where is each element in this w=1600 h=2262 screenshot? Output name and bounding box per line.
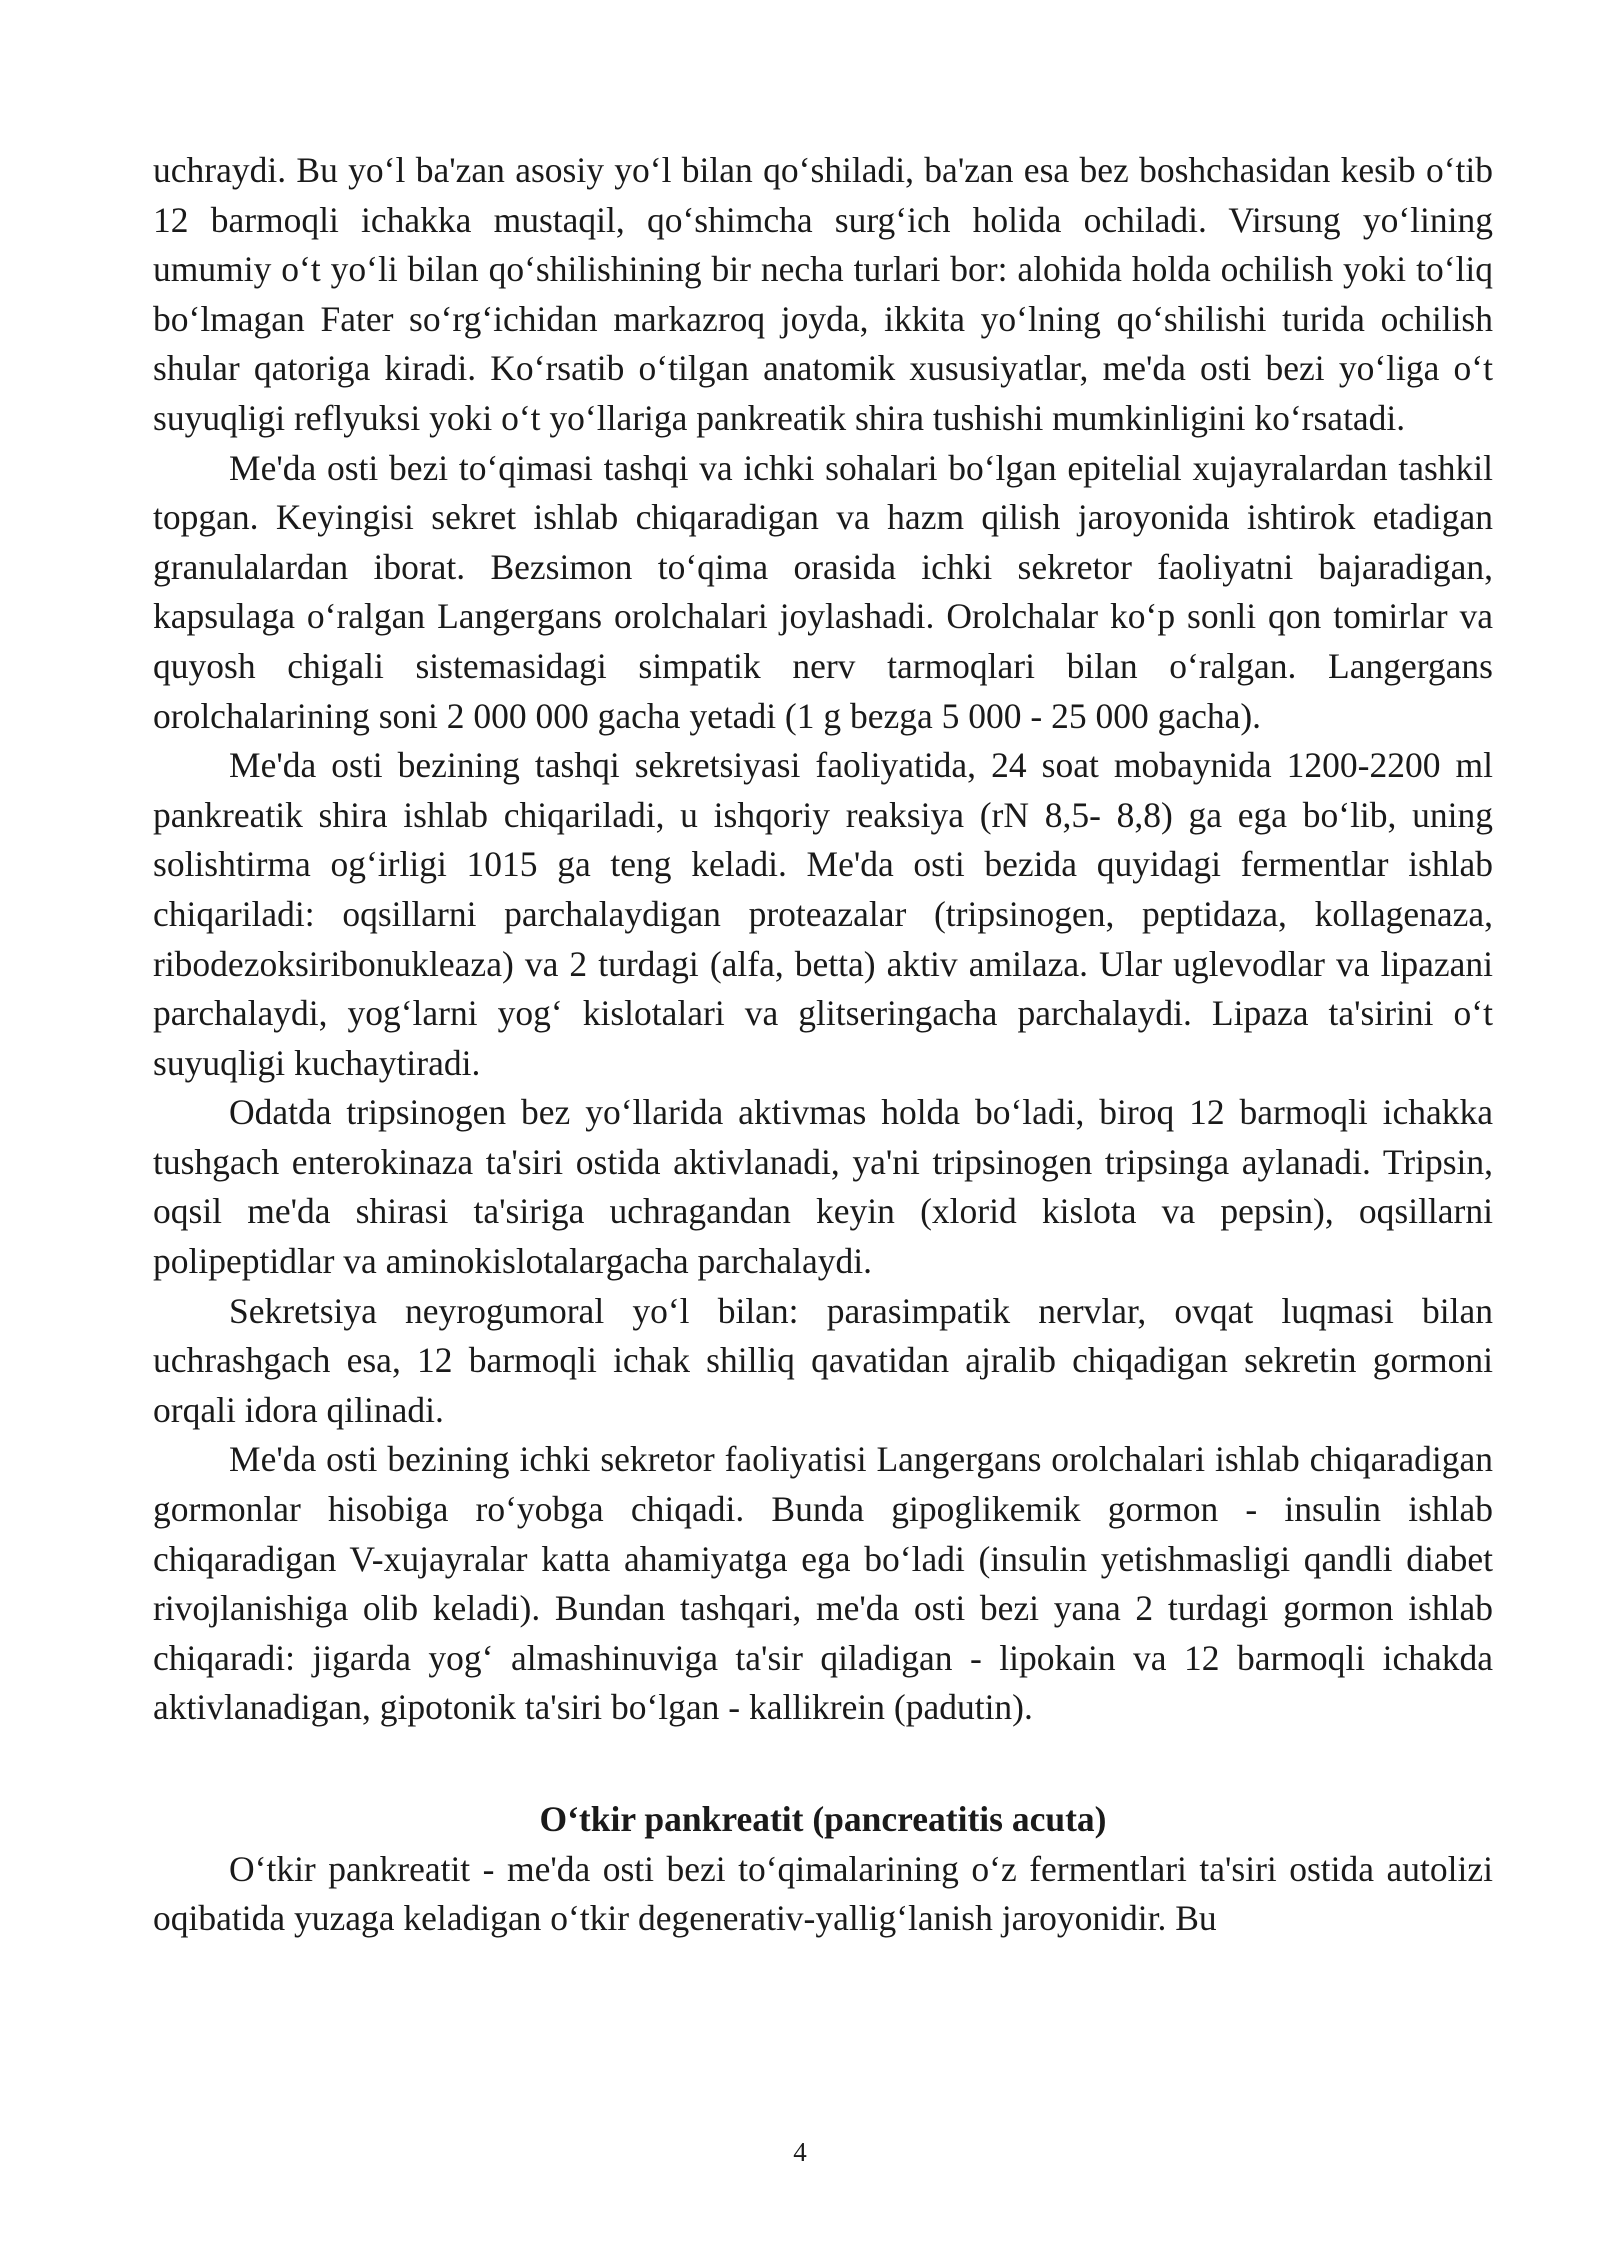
- paragraph-tissue-structure: Me'da osti bezi to‘qimasi tashqi va ichki sohalari bo‘lgan epitelial xujayralardan tashkil topgan. Keyingisi sekret ishlab chiqaradigan va hazm qilish jaroyonida ishtirok etadigan granulalardan iborat. Bezsimon to‘qima orasida ichki sekretor faoliyatni bajaradigan, kapsulaga o‘ralgan Langergans orolchalari joylashadi. Orolchalar ko‘p sonli qon tomirlar va quyosh chigali sistemasidagi simpatik nerv tarmoqlari bilan o‘ralgan. Langergans orolchalarining soni 2 000 000 gacha yetadi (1 g bezga 5 000 - 25 000 gacha).: [153, 447, 1493, 736]
- paragraph-secretion-regulation: Sekretsiya neyrogumoral yo‘l bilan: parasimpatik nervlar, ovqat luqmasi bilan uchrashgach esa, 12 barmoqli ichak shilliq qavatidan ajralib chiqadigan sekretin gormoni orqali idora qilinadi.: [153, 1290, 1493, 1430]
- paragraph-endocrine-function: Me'da osti bezining ichki sekretor faoliyatisi Langergans orolchalari ishlab chiqaradigan gormonlar hisobiga ro‘yobga chiqadi. Bunda gipoglikemik gormon - insulin ishlab chiqaradigan V-xujayralar katta ahamiyatga ega bo‘ladi (insulin yetishmasligi qandli diabet rivojlanishiga olib keladi). Bundan tashqari, me'da osti bezi yana 2 turdagi gormon ishlab chiqaradi: jigarda yog‘ almashinuviga ta'sir qiladigan - lipokain va 12 barmoqli ichakda aktivlanadigan, gipotonik ta'siri bo‘lgan - kallikrein (padutin).: [153, 1439, 1493, 1728]
- paragraph-acute-pancreatitis: O‘tkir pankreatit - me'da osti bezi to‘qimalarining o‘z fermentlari ta'siri ostida autolizi oqibatida yuzaga keladigan o‘tkir degenerativ-yallig‘lanish jaroyonidir. Bu: [153, 1848, 1493, 1939]
- page-number: 4: [793, 2137, 807, 2167]
- paragraph-trypsinogen: Odatda tripsinogen bez yo‘llarida aktivmas holda bo‘ladi, biroq 12 barmoqli ichakka tushgach enterokinaza ta'siri ostida aktivlanadi, ya'ni tripsinogen tripsinga aylanadi. Tripsin, oqsil me'da shirasi ta'siriga uchragandan keyin (xlorid kislota va pepsin), oqsillarni polipeptidlar va aminokislotalargacha parchalaydi.: [153, 1092, 1493, 1282]
- page-body: [153, 146, 1493, 1944]
- paragraph-continuation: uchraydi. Bu yo‘l ba'zan asosiy yo‘l bilan qo‘shiladi, ba'zan esa bez boshchasidan kesib o‘tib 12 barmoqli ichakka mustaqil, qo‘shimcha surg‘ich holida ochiladi. Virsung yo‘lining umumiy o‘t yo‘li bilan qo‘shilishining bir necha turlari bor: alohida holda ochilish yoki to‘liq bo‘lmagan Fater so‘rg‘ichidan markazroq joyda, ikkita yo‘lning qo‘shilishi turida ochilish shular qatoriga kiradi. Ko‘rsatib o‘tilgan anatomik xususiyatlar, me'da osti bezi yo‘liga o‘t suyuqligi reflyuksi yoki o‘t yo‘llariga pankreatik shira tushishi mumkinligini ko‘rsatadi.: [153, 150, 1493, 438]
- paragraph-exocrine-secretion: Me'da osti bezining tashqi sekretsiyasi faoliyatida, 24 soat mobaynida 1200-2200 ml pankreatik shira ishlab chiqariladi, u ishqoriy reaksiya (rN 8,5- 8,8) ga ega bo‘lib, uning solishtirma og‘irligi 1015 ga teng keladi. Me'da osti bezida quyidagi fermentlar ishlab chiqariladi: oqsillarni parchalaydigan proteazalar (tripsinogen, peptidaza, kollagenaza, ribodezoksiribonukleaza) va 2 turdagi (alfa, betta) aktiv amilaza. Ular uglevodlar va lipazani parchalaydi, yog‘larni yog‘ kislotalari va glitseringacha parchalaydi. Lipaza ta'sirini o‘t suyuqligi kuchaytiradi.: [153, 745, 1493, 1083]
- section-heading: O‘tkir pankreatit (pancreatitis acuta): [539, 1799, 1107, 1839]
